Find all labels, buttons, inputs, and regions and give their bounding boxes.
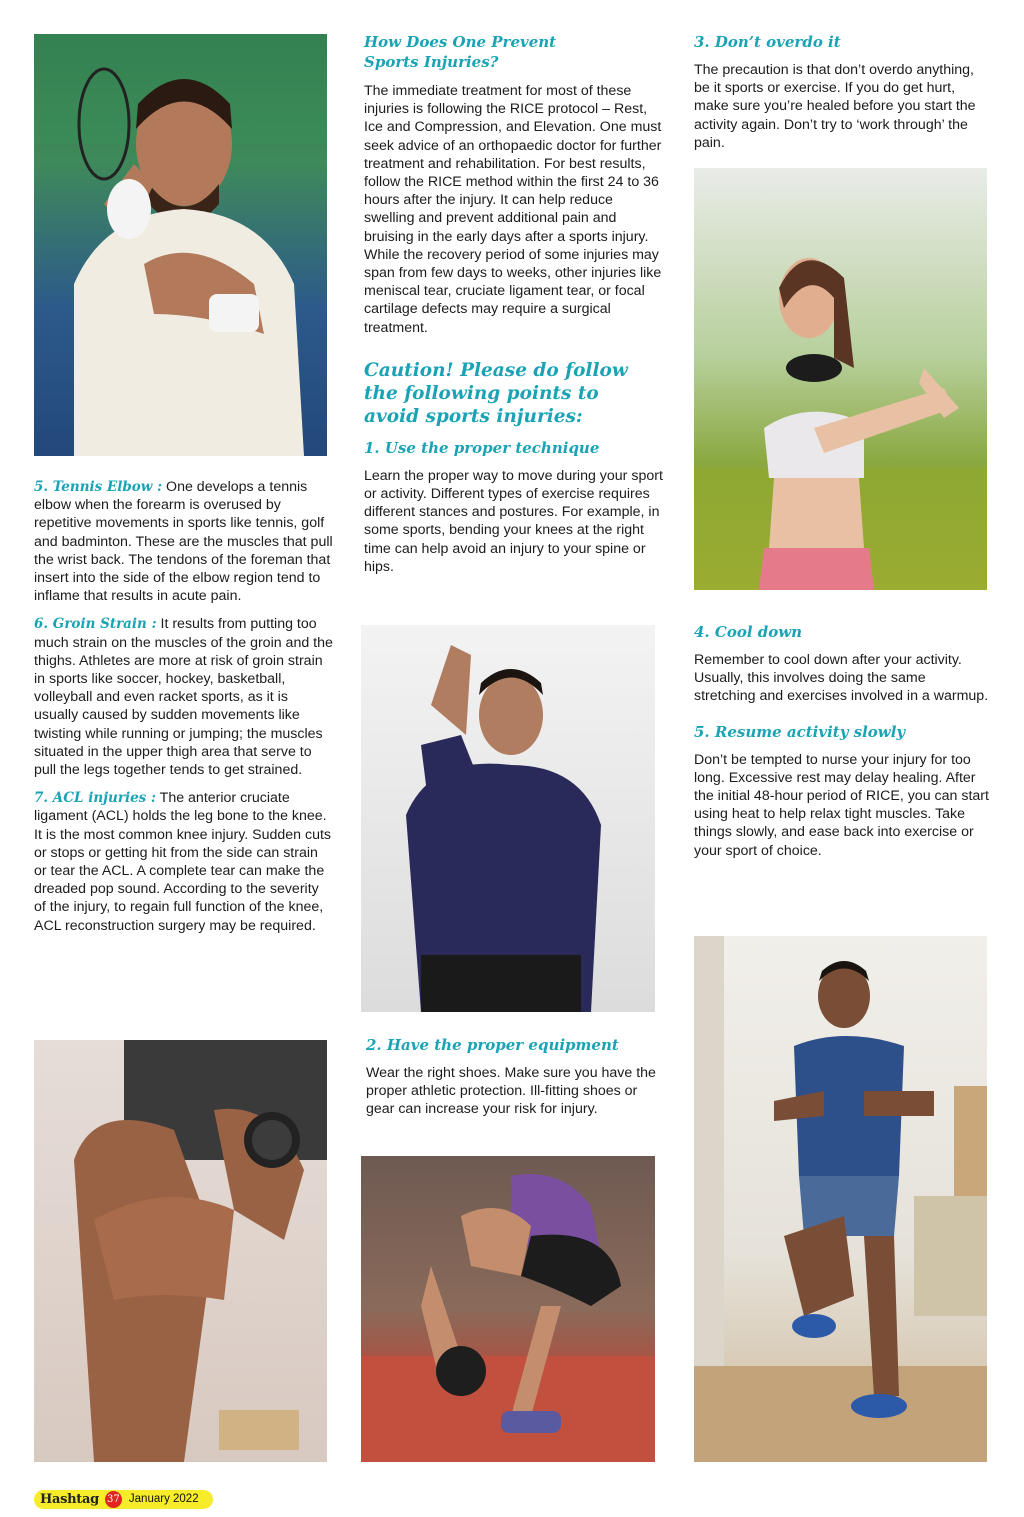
stretching-man-figure xyxy=(361,625,655,1012)
home-exercise-photo xyxy=(694,936,987,1462)
tip-overdo-text: The precaution is that don’t overdo anything, be it sports or exercise. If you do get hurt, make sure you’re healed before you start the activity again. Don’t try to ‘work through’ the pain. xyxy=(694,62,976,151)
kettlebell-squat-photo xyxy=(361,1156,655,1462)
groin-strain-paragraph xyxy=(34,615,334,779)
tennis-elbow-paragraph xyxy=(34,478,334,605)
page-footer xyxy=(34,1489,213,1509)
footer-bar xyxy=(34,1490,213,1509)
prevent-injuries-heading: How Does One Prevent Sports Injuries? xyxy=(364,33,557,71)
caution-heading: Caution! Please do follow the following points to avoid sports injuries: xyxy=(364,359,628,427)
acl-injuries-text: The anterior cruciate ligament (ACL) holds the leg bone to the knee. It is the most common knee injury. Sudden cuts or stops or getting hit from the side can strain or tear the ACL. A complete tear can make the dreaded pop sound. According to the severity of the injury, to regain full function of the knee, ACL reconstruction surgery may be required. xyxy=(34,790,332,934)
tip-resume-heading: 5. Resume activity slowly xyxy=(694,722,906,741)
tip-equipment-heading: 2. Have the proper equipment xyxy=(366,1036,619,1054)
middle-text-column-bottom xyxy=(366,1035,661,1119)
right-text-column-top xyxy=(694,32,989,152)
tennis-elbow-heading: 5. Tennis Elbow : xyxy=(34,479,163,495)
tip-cooldown-heading: 4. Cool down xyxy=(694,623,803,641)
hashtag-logo: Hashtag xyxy=(40,1491,99,1507)
right-text-column-bottom xyxy=(694,622,989,860)
page-number-badge: 37 xyxy=(105,1491,122,1508)
kettlebell-figure xyxy=(361,1156,655,1462)
tip-technique-heading: 1. Use the proper technique xyxy=(364,438,600,457)
prevent-injuries-text: The immediate treatment for most of these injuries is following the RICE protocol – Rest, Ice and Compression, and Elevation. One must seek advice of an orthopaedic doctor for further treatment and rehabilitation. For best results, follow the RICE method within the first 24 to 36 hours after the injury. It can help reduce swelling and prevent additional pain and bruising in the early days after a sports injury. While the recovery period of some injuries may span from few days to weeks, other injuries like meniscal tear, cruciate ligament tear, or focal cartilage defects may require a surgical treatment. xyxy=(364,83,662,336)
tip-overdo-heading: 3. Don’t overdo it xyxy=(694,33,841,51)
exercising-man-figure xyxy=(694,936,987,1462)
groin-strain-heading: 6. Groin Strain : xyxy=(34,616,157,633)
triceps-stretch-photo xyxy=(361,625,655,1012)
issue-date: January 2022 xyxy=(128,1493,199,1505)
tip-resume-text: Don’t be tempted to nurse your injury for too long. Excessive rest may delay healing. After the initial 48-hour period of RICE, you can start using heat to help relax tight muscles. Take things slowly, and ease back into exercise or your sport of choice. xyxy=(694,751,989,859)
tip-equipment-text: Wear the right shoes. Make sure you have the proper athletic protection. Ill-fitting shoes or gear can increase your risk for injury. xyxy=(366,1065,656,1118)
tennis-player-figure xyxy=(34,34,327,456)
tennis-elbow-photo xyxy=(34,34,327,456)
outdoor-stretch-photo xyxy=(694,168,987,590)
stretching-woman-figure xyxy=(694,168,987,590)
tip-cooldown-text: Remember to cool down after your activity. Usually, this involves doing the same stretching and exercises involved in a warmup. xyxy=(694,652,989,705)
tip-technique-text: Learn the proper way to move during your sport or activity. Different types of exercise requires different stances and postures. For example, in some sports, bending your knees at the right time can help avoid an injury to your spine or hips. xyxy=(364,467,663,575)
acl-injuries-heading: 7. ACL injuries : xyxy=(34,790,156,807)
acl-injuries-paragraph xyxy=(34,789,334,935)
knee-injury-photo xyxy=(34,1040,327,1462)
tennis-elbow-text: One develops a tennis elbow when the forearm is overused by repetitive movements in sports like tennis, golf and badminton. These are the muscles that pull the wrist back. The tendons of the foreman that insert into the side of the elbow region tend to inflame that results in acute pain. xyxy=(34,479,333,605)
groin-strain-text: It results from putting too much strain on the muscles of the groin and the thighs. Athletes are more at risk of groin strain in sports like soccer, hockey, basketball, volleyball and even racket sports, as it is usually caused by sudden movements like twisting while running or jumping; the muscles situated in the upper thigh area that serve to pull the legs together tends to get strained. xyxy=(34,616,333,779)
middle-text-column-top xyxy=(364,32,664,576)
left-text-column xyxy=(34,478,334,935)
knee-figure xyxy=(34,1040,327,1462)
